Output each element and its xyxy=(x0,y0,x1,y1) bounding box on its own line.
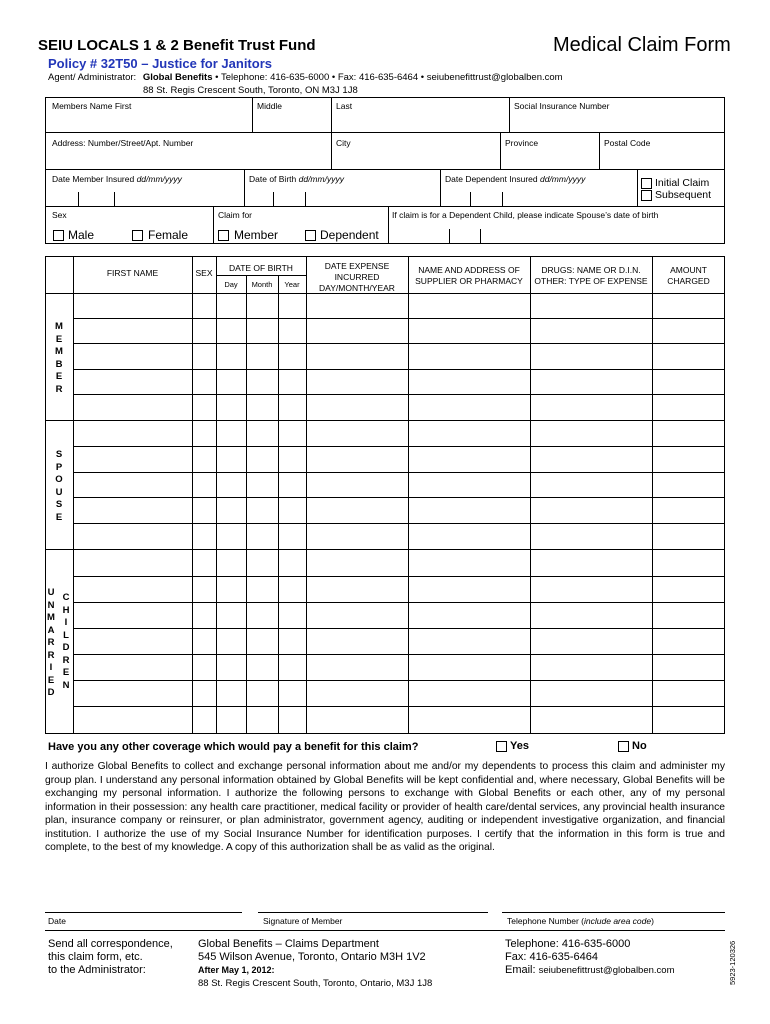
table-rule xyxy=(73,256,74,733)
table-rule xyxy=(73,602,724,603)
subsequent-checkbox[interactable] xyxy=(641,190,652,201)
amount-header-2: CHARGED xyxy=(667,276,710,286)
table-rule xyxy=(216,275,306,276)
postal-code-label: Postal Code xyxy=(604,138,651,148)
fund-name: SEIU LOCALS 1 & 2 Benefit Trust Fund xyxy=(38,37,316,54)
policy-number: Policy # 32T50 – Justice for Janitors xyxy=(48,56,272,71)
form-code: 5923-120326 xyxy=(728,940,737,985)
expense-date-header-3: DAY/MONTH/YEAR xyxy=(319,283,395,293)
middle-name-label: Middle xyxy=(257,101,283,111)
table-rule xyxy=(73,628,724,629)
member-label: Member xyxy=(234,228,279,242)
agent-contact: • Telephone: 416-635-6000 • Fax: 416-635-6464 • seiubenefittrust@globalben.com xyxy=(212,72,563,83)
member-first-name-label: Members Name First xyxy=(52,101,132,111)
dependent-label: Dependent xyxy=(320,228,379,242)
table-rule xyxy=(73,446,724,447)
first-name-header: FIRST NAME xyxy=(106,268,159,278)
telephone-label-note: include area code xyxy=(584,916,652,926)
form-title: Medical Claim Form xyxy=(553,34,731,56)
expense-date-header-2: INCURRED xyxy=(334,272,380,282)
telephone-label-end: ) xyxy=(651,916,654,926)
table-rule xyxy=(652,256,653,733)
agent-line xyxy=(48,72,563,83)
signature-label: Signature of Member xyxy=(263,916,343,926)
date-dependent-insured-label xyxy=(445,174,585,184)
male-label: Male xyxy=(68,228,95,242)
table-rule xyxy=(216,256,217,733)
supplier-header-2: SUPPLIER OR PHARMACY xyxy=(415,276,523,286)
table-rule xyxy=(45,256,725,257)
table-rule xyxy=(73,654,724,655)
day-header: Day xyxy=(224,280,238,289)
department-address: 545 Wilson Avenue, Toronto, Ontario M3H 1V2 xyxy=(198,951,426,963)
table-rule xyxy=(530,256,531,733)
coverage-yes-label: Yes xyxy=(510,740,529,752)
last-name-label: Last xyxy=(336,101,353,111)
footer-telephone: Telephone: 416-635-6000 xyxy=(505,938,631,950)
date-member-insured-format: dd/mm/yyyy xyxy=(136,174,182,184)
supplier-header-1: NAME AND ADDRESS OF xyxy=(418,265,520,275)
administrator-contact xyxy=(505,938,675,977)
drugs-header-1: DRUGS: NAME OR D.I.N. xyxy=(541,265,641,275)
claims-department: Global Benefits – Claims Department xyxy=(198,938,379,950)
email-address[interactable]: seiubenefittrust@globalben.com xyxy=(538,965,675,976)
sin-label: Social Insurance Number xyxy=(514,101,610,111)
after-date-note: After May 1, 2012: xyxy=(198,965,275,975)
children-section-label: C H I L D R E N xyxy=(62,592,70,691)
date-member-insured-label xyxy=(52,174,182,184)
table-rule xyxy=(45,293,73,294)
dob-format: dd/mm/yyyy xyxy=(298,174,344,184)
agent-address: 88 St. Regis Crescent South, Toronto, ON M3J 1J8 xyxy=(143,85,358,96)
table-rule xyxy=(73,523,724,524)
female-label: Female xyxy=(148,228,189,242)
send-instructions xyxy=(48,938,173,977)
initial-claim-label: Initial Claim xyxy=(655,177,710,189)
unmarried-section-label: U N M A R R I E D xyxy=(47,587,55,698)
footer-email xyxy=(505,964,675,977)
table-rule xyxy=(724,256,725,734)
table-rule xyxy=(73,472,724,473)
table-rule xyxy=(73,369,724,370)
table-rule xyxy=(73,318,724,319)
city-label: City xyxy=(336,138,351,148)
telephone-label-text: Telephone Number ( xyxy=(507,916,585,926)
sex-header: SEX xyxy=(195,268,213,278)
table-rule xyxy=(73,394,724,395)
new-address: 88 St. Regis Crescent South, Toronto, Ontario, M3J 1J8 xyxy=(198,978,433,989)
subsequent-label: Subsequent xyxy=(655,189,712,201)
date-dependent-insured-format: dd/mm/yyyy xyxy=(539,174,586,184)
authorization-paragraph: I authorize Global Benefits to collect and exchange personal information about me and/or my dependents to process this claim and administer my group plan. I understand any personal information obtained by Global Benefits will be kept confidential and, where necessary, Global Benefits will be exchanging my personal information. I authorize the following persons to exchange with Global Benefits or each other, any of my personal information in their possession: any health care practitioner, medical facility or provider of health care/dental services, any provincial health insurance plan, insurance company or reinsurer, or plan administrator, government agency, auditing or independent investigative organization, and financial institution. I authorize the use of my Social Insurance Number for identification purposes. I certify that the information in this form is true and complete, to the best of my knowledge. A copy of this authorization shall be as valid as the original. xyxy=(45,761,725,853)
year-header: Year xyxy=(284,280,300,289)
table-rule xyxy=(45,549,73,550)
footer-fax: Fax: 416-635-6464 xyxy=(505,951,598,963)
member-checkbox[interactable] xyxy=(218,230,229,241)
date-member-insured-text: Date Member Insured xyxy=(52,174,137,184)
table-rule xyxy=(73,343,724,344)
agent-label: Agent/ Administrator: xyxy=(48,72,137,83)
date-dependent-insured-text: Date Dependent Insured xyxy=(445,174,540,184)
dob-header: DATE OF BIRTH xyxy=(229,263,293,273)
table-rule xyxy=(246,276,247,733)
claim-for-label: Claim for xyxy=(218,210,253,220)
member-section-label: M E M B E R xyxy=(55,321,63,395)
coverage-no-checkbox[interactable] xyxy=(618,741,629,752)
initial-claim-checkbox[interactable] xyxy=(641,178,652,189)
month-header: Month xyxy=(251,280,273,289)
administrator-address xyxy=(198,938,432,990)
female-checkbox[interactable] xyxy=(132,230,143,241)
date-signature-label: Date xyxy=(48,916,66,926)
table-rule xyxy=(408,256,409,733)
email-label: Email: xyxy=(505,964,539,976)
agent-name: Global Benefits xyxy=(142,72,213,83)
dob-text: Date of Birth xyxy=(249,174,299,184)
dob-label xyxy=(249,174,344,184)
table-rule xyxy=(73,706,724,707)
address-label: Address: Number/Street/Apt. Number xyxy=(52,138,194,148)
drugs-header-2: OTHER: TYPE OF EXPENSE xyxy=(534,276,648,286)
table-rule xyxy=(45,420,73,421)
table-rule xyxy=(45,733,725,734)
spouse-section-label: S P O U S E xyxy=(55,449,63,523)
coverage-question: Have you any other coverage which would pay a benefit for this claim? xyxy=(48,741,419,753)
dependent-checkbox[interactable] xyxy=(305,230,316,241)
table-rule xyxy=(73,497,724,498)
table-rule xyxy=(306,256,307,733)
send-line-1: Send all correspondence, xyxy=(48,938,173,950)
table-rule xyxy=(73,549,724,550)
table-rule xyxy=(73,576,724,577)
table-rule xyxy=(192,256,193,733)
coverage-yes-checkbox[interactable] xyxy=(496,741,507,752)
table-rule xyxy=(73,680,724,681)
province-label: Province xyxy=(505,138,539,148)
table-rule xyxy=(278,276,279,733)
spouse-dob-note: If claim is for a Dependent Child, please indicate Spouse’s date of birth xyxy=(392,210,659,220)
table-rule xyxy=(73,420,724,421)
coverage-no-label: No xyxy=(632,740,647,752)
table-rule xyxy=(73,293,724,294)
send-line-2: this claim form, etc. xyxy=(48,951,143,963)
sex-label: Sex xyxy=(52,210,67,220)
send-line-3: to the Administrator: xyxy=(48,964,146,976)
telephone-label xyxy=(507,916,654,926)
expense-date-header-1: DATE EXPENSE xyxy=(324,261,390,271)
male-checkbox[interactable] xyxy=(53,230,64,241)
amount-header-1: AMOUNT xyxy=(670,265,707,275)
